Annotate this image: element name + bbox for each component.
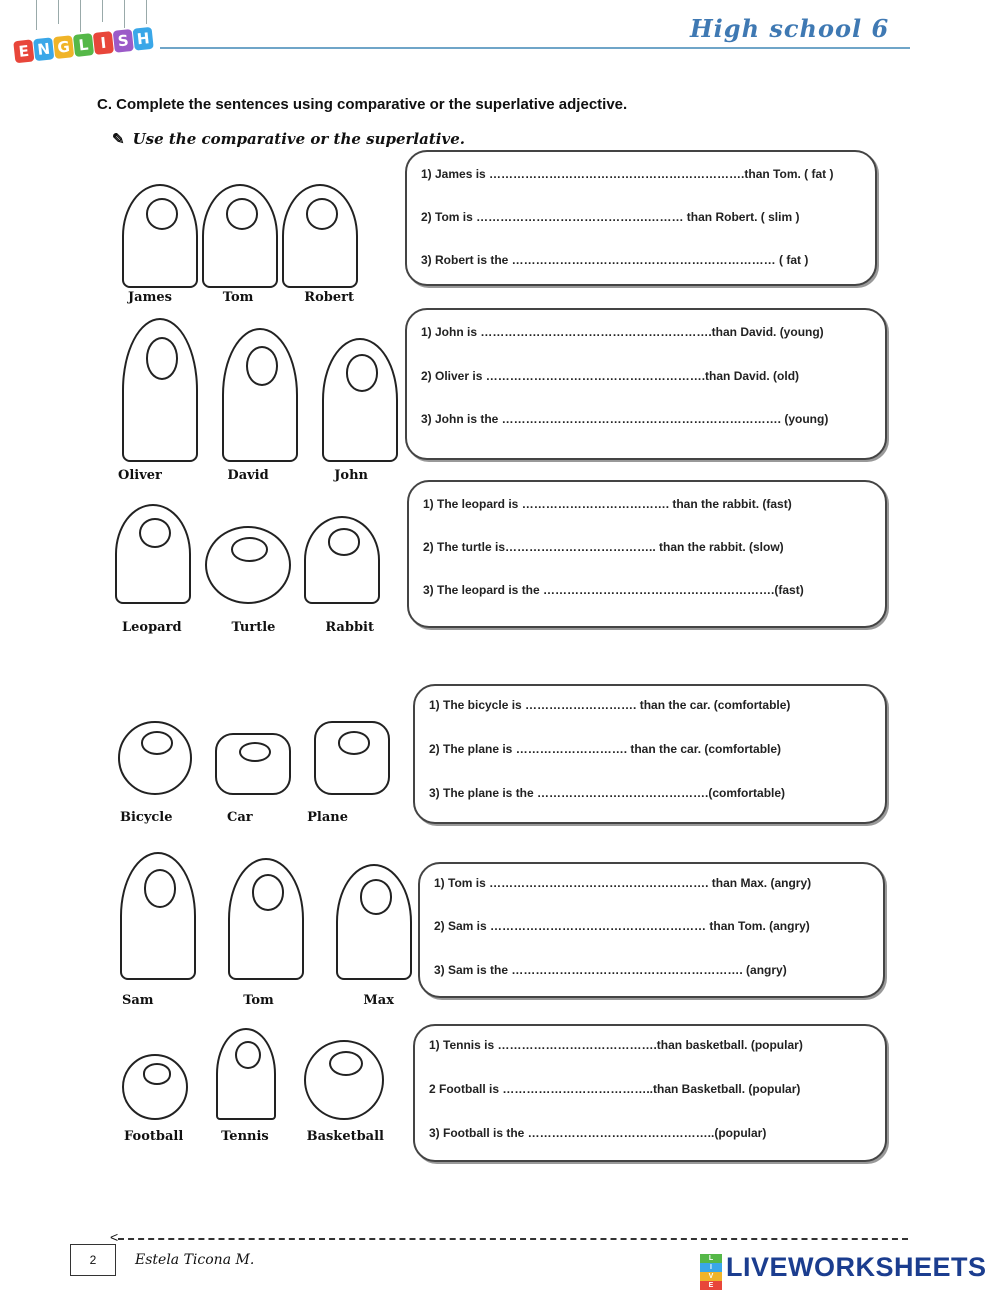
header-title: High school 6 <box>690 14 890 43</box>
illustration-group-6 <box>122 1025 384 1120</box>
footer-dashed-rule <box>118 1238 908 1240</box>
pencil-arrow-icon: ✎ <box>112 130 125 148</box>
picture-label: David <box>227 468 269 483</box>
picture-label: Sam <box>122 993 154 1008</box>
sentence-line[interactable]: 1) Tom is ………………………………………………. than Max. (angry) <box>434 876 812 890</box>
sentence-line[interactable]: 1) The bicycle is ………………………. than the car. (comfortable) <box>429 698 791 712</box>
sentence-box-5 <box>418 862 885 998</box>
labels-group-2 <box>118 468 368 483</box>
picture-label: Car <box>227 810 253 825</box>
sentence-line[interactable]: 2) Sam is ……………………………………………… than Tom. (angry) <box>434 919 810 933</box>
picture-label: Leopard <box>122 620 182 635</box>
labels-group-5 <box>122 993 394 1008</box>
person-illustration <box>322 338 398 462</box>
header-rule <box>160 47 910 49</box>
sentence-line[interactable]: 3) Robert is the ………………………………………………………… ( fat ) <box>421 253 809 267</box>
labels-group-4 <box>120 810 348 825</box>
illustration-group-2 <box>122 310 398 462</box>
picture-label: Oliver <box>118 468 162 483</box>
sentence-line[interactable]: 3) The leopard is the ………………………………………………….(fast) <box>423 583 804 597</box>
sentence-line[interactable]: 2 Football is ………………………………..than Basketball. (popular) <box>429 1082 801 1096</box>
animal-illustration <box>115 504 191 604</box>
picture-label: Tom <box>222 290 254 305</box>
instruction-heading: C. Complete the sentences using comparative or the superlative adjective. <box>97 96 628 113</box>
vehicle-illustration <box>215 733 291 795</box>
picture-label: Basketball <box>306 1129 384 1144</box>
picture-label: James <box>128 290 172 305</box>
illustration-group-3 <box>115 500 380 604</box>
picture-label: Rabbit <box>325 620 374 635</box>
vehicle-illustration <box>118 721 192 795</box>
picture-label: Football <box>124 1129 184 1144</box>
basketball-illustration <box>304 1040 384 1120</box>
person-illustration <box>282 184 358 288</box>
picture-label: Plane <box>307 810 348 825</box>
page-number: 2 <box>70 1244 116 1276</box>
person-illustration <box>122 184 198 288</box>
picture-label: Robert <box>304 290 354 305</box>
sentence-line[interactable]: 3) John is the ……………………………………………………………. (young) <box>421 412 829 426</box>
illustration-group-4 <box>118 683 390 795</box>
tennis-racket-illustration <box>216 1028 276 1120</box>
sentence-box-3 <box>407 480 887 628</box>
labels-group-3 <box>122 620 374 635</box>
picture-label: Bicycle <box>120 810 173 825</box>
sentence-line[interactable]: 2) The plane is ………………………. than the car. (comfortable) <box>429 742 782 756</box>
sentence-line[interactable]: 1) John is ………………………………………………….than David. (young) <box>421 325 824 339</box>
liveworksheets-brand[interactable] <box>700 1252 987 1289</box>
sentence-line[interactable]: 1) The leopard is ………………………………. than the rabbit. (fast) <box>423 497 792 511</box>
illustration-group-5 <box>120 845 412 980</box>
sentence-line[interactable]: 2) Tom is …………………………………….……… than Robert. ( slim ) <box>421 210 800 224</box>
sentence-box-6 <box>413 1024 887 1162</box>
person-illustration <box>336 864 412 980</box>
animal-illustration <box>205 526 291 604</box>
picture-label: Tennis <box>221 1129 269 1144</box>
labels-group-1 <box>128 290 354 305</box>
person-illustration <box>228 858 304 980</box>
illustration-group-1 <box>122 160 358 288</box>
picture-label: Max <box>363 993 394 1008</box>
football-illustration <box>122 1054 188 1120</box>
sentence-line[interactable]: 3) The plane is the …………………………………….(comfortable) <box>429 786 786 800</box>
author-name: Estela Ticona M. <box>135 1252 255 1268</box>
sentence-box-4 <box>413 684 887 824</box>
labels-group-6 <box>124 1129 384 1144</box>
picture-label: John <box>334 468 368 483</box>
person-illustration <box>222 328 298 462</box>
sentence-line[interactable]: 3) Football is the ………………………………………..(popular) <box>429 1126 767 1140</box>
sentence-line[interactable]: 3) Sam is the …………………………………………………. (angry) <box>434 963 787 977</box>
person-illustration <box>202 184 278 288</box>
animal-illustration <box>304 516 380 604</box>
vehicle-illustration <box>314 721 390 795</box>
sentence-line[interactable]: 2) The turtle is……………………………….. than the rabbit. (slow) <box>423 540 784 554</box>
sentence-line[interactable]: 2) Oliver is ……………………………………………….than David. (old) <box>421 369 800 383</box>
sentence-line[interactable]: 1) Tennis is ………………………………….than basketball. (popular) <box>429 1038 803 1052</box>
arrow-left-icon: < <box>110 1229 119 1245</box>
liveworksheets-logo-icon: L I V E <box>700 1254 722 1282</box>
picture-label: Turtle <box>231 620 276 635</box>
sentence-box-1 <box>405 150 877 286</box>
picture-label: Tom <box>243 993 274 1008</box>
brand-text: LIVEWORKSHEETS <box>726 1252 987 1282</box>
english-logo: E N G L I S H <box>13 27 155 64</box>
person-illustration <box>122 318 198 462</box>
sentence-box-2 <box>405 308 887 460</box>
sentence-line[interactable]: 1) James is ……………………………………………………….than Tom. ( fat ) <box>421 167 834 181</box>
person-illustration <box>120 852 196 980</box>
sub-instruction: ✎ Use the comparative or the superlative. <box>112 130 465 148</box>
